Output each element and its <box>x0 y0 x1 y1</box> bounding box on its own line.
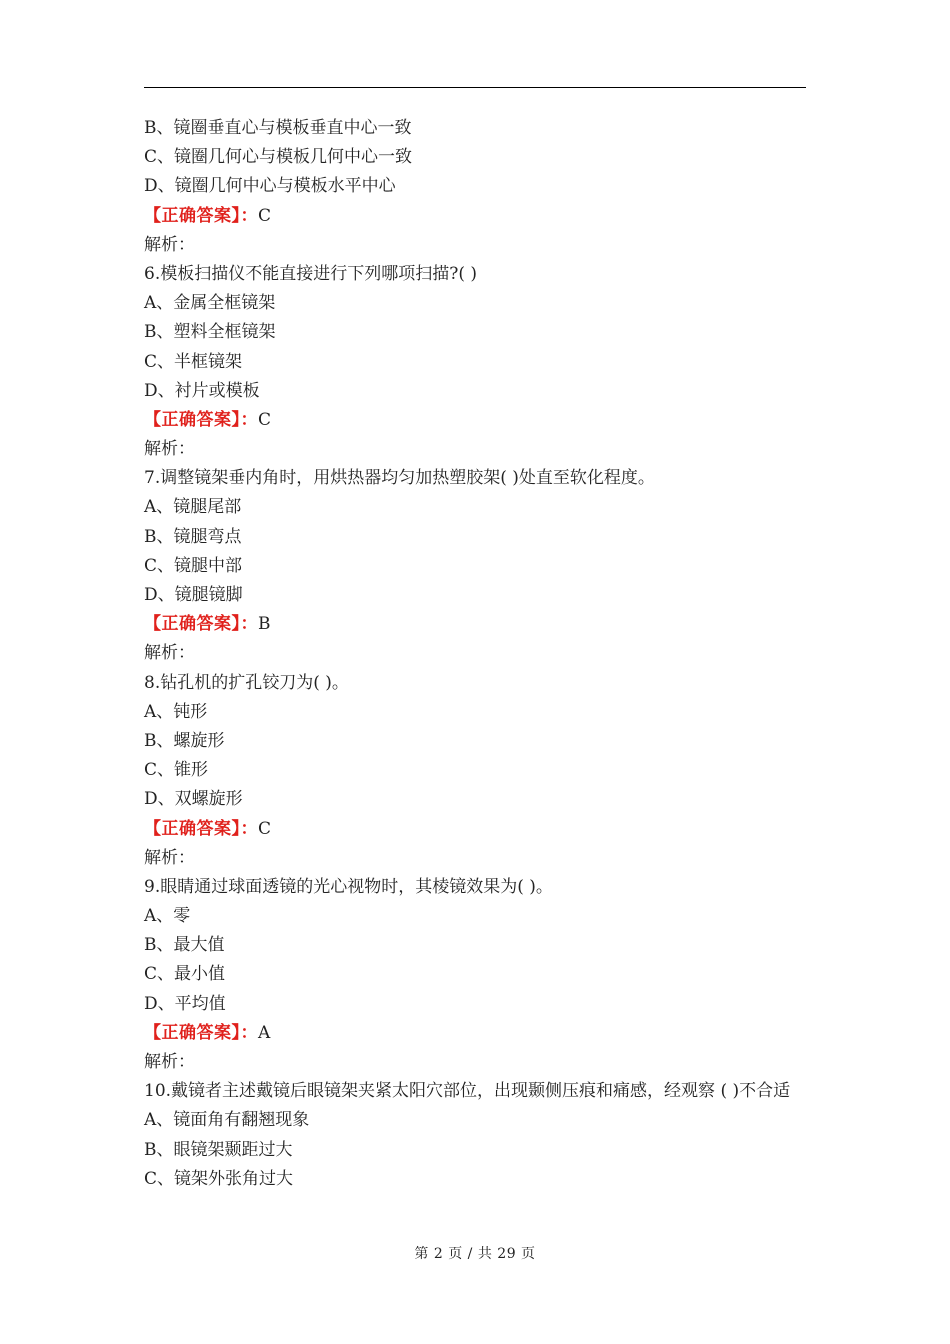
question-10: 10.戴镜者主述戴镜后眼镜架夹紧太阳穴部位，出现颞侧压痕和痛感，经观察 ( )不合适 <box>144 1081 791 1102</box>
option-d: D、衬片或模板 <box>144 380 260 401</box>
correct-answer-value: B <box>258 614 271 635</box>
correct-answer-line <box>144 610 806 639</box>
option-d: D、双螺旋形 <box>144 789 243 810</box>
correct-answer-label: 【正确答案】： <box>144 205 258 226</box>
correct-answer-label: 【正确答案】： <box>144 614 258 635</box>
header-rule <box>144 87 806 88</box>
option-d: D、镜圈几何中心与模板水平中心 <box>144 176 396 197</box>
question-8: 8.钻孔机的扩孔铰刀为( )。 <box>144 672 349 693</box>
analysis-label: 解析： <box>144 234 195 255</box>
option-b: B、螺旋形 <box>144 730 225 751</box>
option-c: C、半框镜架 <box>144 351 243 372</box>
correct-answer-line <box>144 1019 806 1048</box>
correct-answer-value: C <box>258 205 272 226</box>
option-c: C、镜架外张角过大 <box>144 1168 294 1189</box>
correct-answer-line <box>144 815 806 844</box>
option-c: C、镜圈几何心与模板几何中心一致 <box>144 147 413 168</box>
document-body <box>144 114 806 1194</box>
option-b: B、最大值 <box>144 935 225 956</box>
option-c: C、最小值 <box>144 964 226 985</box>
option-b: B、眼镜架颞距过大 <box>144 1139 293 1160</box>
correct-answer-label: 【正确答案】： <box>144 1022 258 1043</box>
option-b: B、镜圈垂直心与模板垂直中心一致 <box>144 118 412 138</box>
page-indicator: 第 2 页 / 共 29 页 <box>414 1246 536 1262</box>
option-a: A、镜面角有翻翘现象 <box>144 1110 310 1131</box>
question-6: 6.模板扫描仪不能直接进行下列哪项扫描?( ) <box>144 263 478 284</box>
correct-answer-value: C <box>258 409 272 430</box>
correct-answer-line <box>144 406 806 435</box>
option-b: B、塑料全框镜架 <box>144 322 276 343</box>
correct-answer-value: C <box>258 818 272 839</box>
analysis-label: 解析： <box>144 439 195 460</box>
option-b: B、镜腿弯点 <box>144 526 242 547</box>
question-9: 9.眼睛通过球面透镜的光心视物时，其棱镜效果为( )。 <box>144 876 553 897</box>
correct-answer-label: 【正确答案】： <box>144 409 258 430</box>
option-a: A、零 <box>144 906 191 927</box>
option-a: A、镜腿尾部 <box>144 497 242 518</box>
question-7: 7.调整镜架垂内角时，用烘热器均匀加热塑胶架( )处直至软化程度。 <box>144 468 655 489</box>
correct-answer-value: A <box>258 1022 271 1043</box>
option-d: D、平均值 <box>144 993 226 1014</box>
option-d: D、镜腿镜脚 <box>144 585 243 605</box>
option-a: A、金属全框镜架 <box>144 293 276 314</box>
analysis-label: 解析： <box>144 847 195 868</box>
analysis-label: 解析： <box>144 1052 195 1072</box>
correct-answer-label: 【正确答案】： <box>144 818 258 839</box>
option-c: C、锥形 <box>144 760 209 781</box>
correct-answer-line <box>144 202 806 231</box>
option-c: C、镜腿中部 <box>144 555 243 576</box>
analysis-label: 解析： <box>144 643 195 664</box>
option-a: A、钝形 <box>144 701 208 722</box>
